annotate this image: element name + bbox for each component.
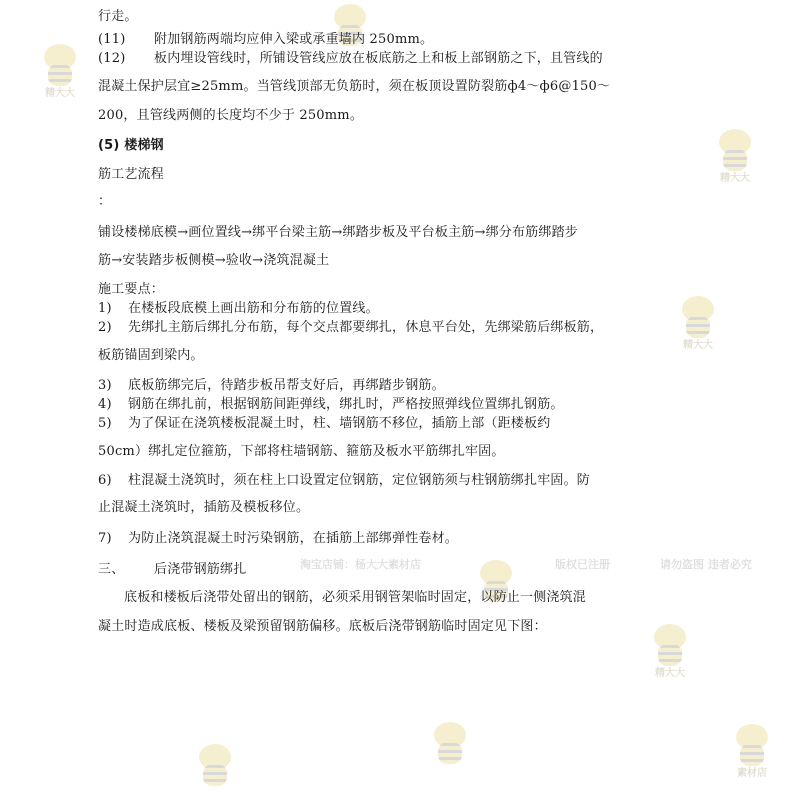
watermark-logo <box>466 556 526 616</box>
watermark-logo <box>185 740 245 800</box>
watermark-logo: 精大大 <box>640 620 700 680</box>
watermark-logo <box>420 718 480 778</box>
item-text: 后浇带钢筋绑扎 <box>154 562 247 577</box>
text-line: 止混凝土浇筑时，插筋及模板移位。 <box>98 500 310 515</box>
watermark-logo: 精大大 <box>705 125 765 185</box>
text-line: 200，且管线两侧的长度均不少于 250mm。 <box>98 108 364 123</box>
item-number: 5) <box>98 416 112 431</box>
paragraph-line: 底板和楼板后浇带处留出的钢筋，必须采用钢管架临时固定，以防止一侧浇筑混 <box>124 590 587 605</box>
item-number: 1) <box>98 301 112 316</box>
text-line: 筋工艺流程 <box>98 167 165 182</box>
watermark-logo: 素材店 <box>722 720 782 780</box>
text-line: 50cm）绑扎定位箍筋，下部将柱墙钢筋、箍筋及板水平筋绑扎牢固。 <box>98 444 505 459</box>
watermark-text: 淘宝店铺：杨大大素材店 <box>300 558 421 571</box>
item-number: 3) <box>98 378 112 393</box>
section-heading: (5) 楼梯钢 <box>98 138 164 153</box>
item-text: 板内埋设管线时，所铺设管线应放在板底筋之上和板上部钢筋之下，且管线的 <box>154 51 603 66</box>
item-text: 为防止浇筑混凝土时污染钢筋，在插筋上部绑弹性卷材。 <box>128 531 459 546</box>
item-text: 在楼板段底模上画出筋和分布筋的位置线。 <box>128 301 379 316</box>
watermark-text: 请勿盗图 违者必究 <box>660 558 752 571</box>
list-item <box>98 32 433 48</box>
item-number: 三、 <box>98 562 125 577</box>
text-line: 板筋锚固到梁内。 <box>98 348 204 363</box>
item-text: 钢筋在绑扎前，根据钢筋间距弹线，绑扎时，严格按照弹线位置绑扎钢筋。 <box>128 397 564 412</box>
text-line: 行走。 <box>98 9 138 24</box>
text-line: ： <box>98 194 112 209</box>
watermark-logo: 精大大 <box>668 292 728 352</box>
list-item <box>98 320 603 336</box>
text-line: 混凝土保护层宜≥25mm。当管线顶部无负筋时，须在板顶设置防裂筋ф4～ф6@150～ <box>98 79 611 94</box>
paragraph-line: 凝土时造成底板、楼板及梁预留钢筋偏移。底板后浇带钢筋临时固定见下图： <box>98 619 547 634</box>
text-line: 铺设楼梯底模→画位置线→绑平台梁主筋→绑踏步板及平台板主筋→绑分布筋绑踏步 <box>98 225 578 240</box>
list-item <box>98 473 590 489</box>
item-number: 7) <box>98 531 112 546</box>
section-heading <box>98 562 246 578</box>
item-text: 先绑扎主筋后绑扎分布筋，每个交点都要绑扎，休息平台处，先绑梁筋后绑板筋， <box>128 320 604 335</box>
watermark-text: 版权已注册 <box>555 558 610 571</box>
watermark-logo: 精大大 <box>30 40 90 100</box>
item-number: 2) <box>98 320 112 335</box>
list-item <box>98 51 603 67</box>
item-number: (12) <box>98 51 126 66</box>
item-text: 柱混凝土浇筑时，须在柱上口设置定位钢筋，定位钢筋须与柱钢筋绑扎牢固。防 <box>128 473 591 488</box>
item-text: 附加钢筋两端均应伸入梁或承重墙内 250mm。 <box>154 32 434 47</box>
list-item <box>98 416 550 432</box>
item-number: 6) <box>98 473 112 488</box>
item-text: 为了保证在浇筑楼板混凝土时，柱、墙钢筋不移位，插筋上部（距楼板约 <box>128 416 551 431</box>
list-item <box>98 531 458 547</box>
item-text: 底板筋绑完后，待踏步板吊帮支好后，再绑踏步钢筋。 <box>128 378 445 393</box>
item-number: (11) <box>98 32 126 47</box>
list-item <box>98 301 379 317</box>
list-item <box>98 378 445 394</box>
item-number: 4) <box>98 397 112 412</box>
text-line: 施工要点： <box>98 282 165 297</box>
text-line: 筋→安装踏步板侧模→验收→浇筑混凝土 <box>98 253 330 268</box>
list-item <box>98 397 564 413</box>
